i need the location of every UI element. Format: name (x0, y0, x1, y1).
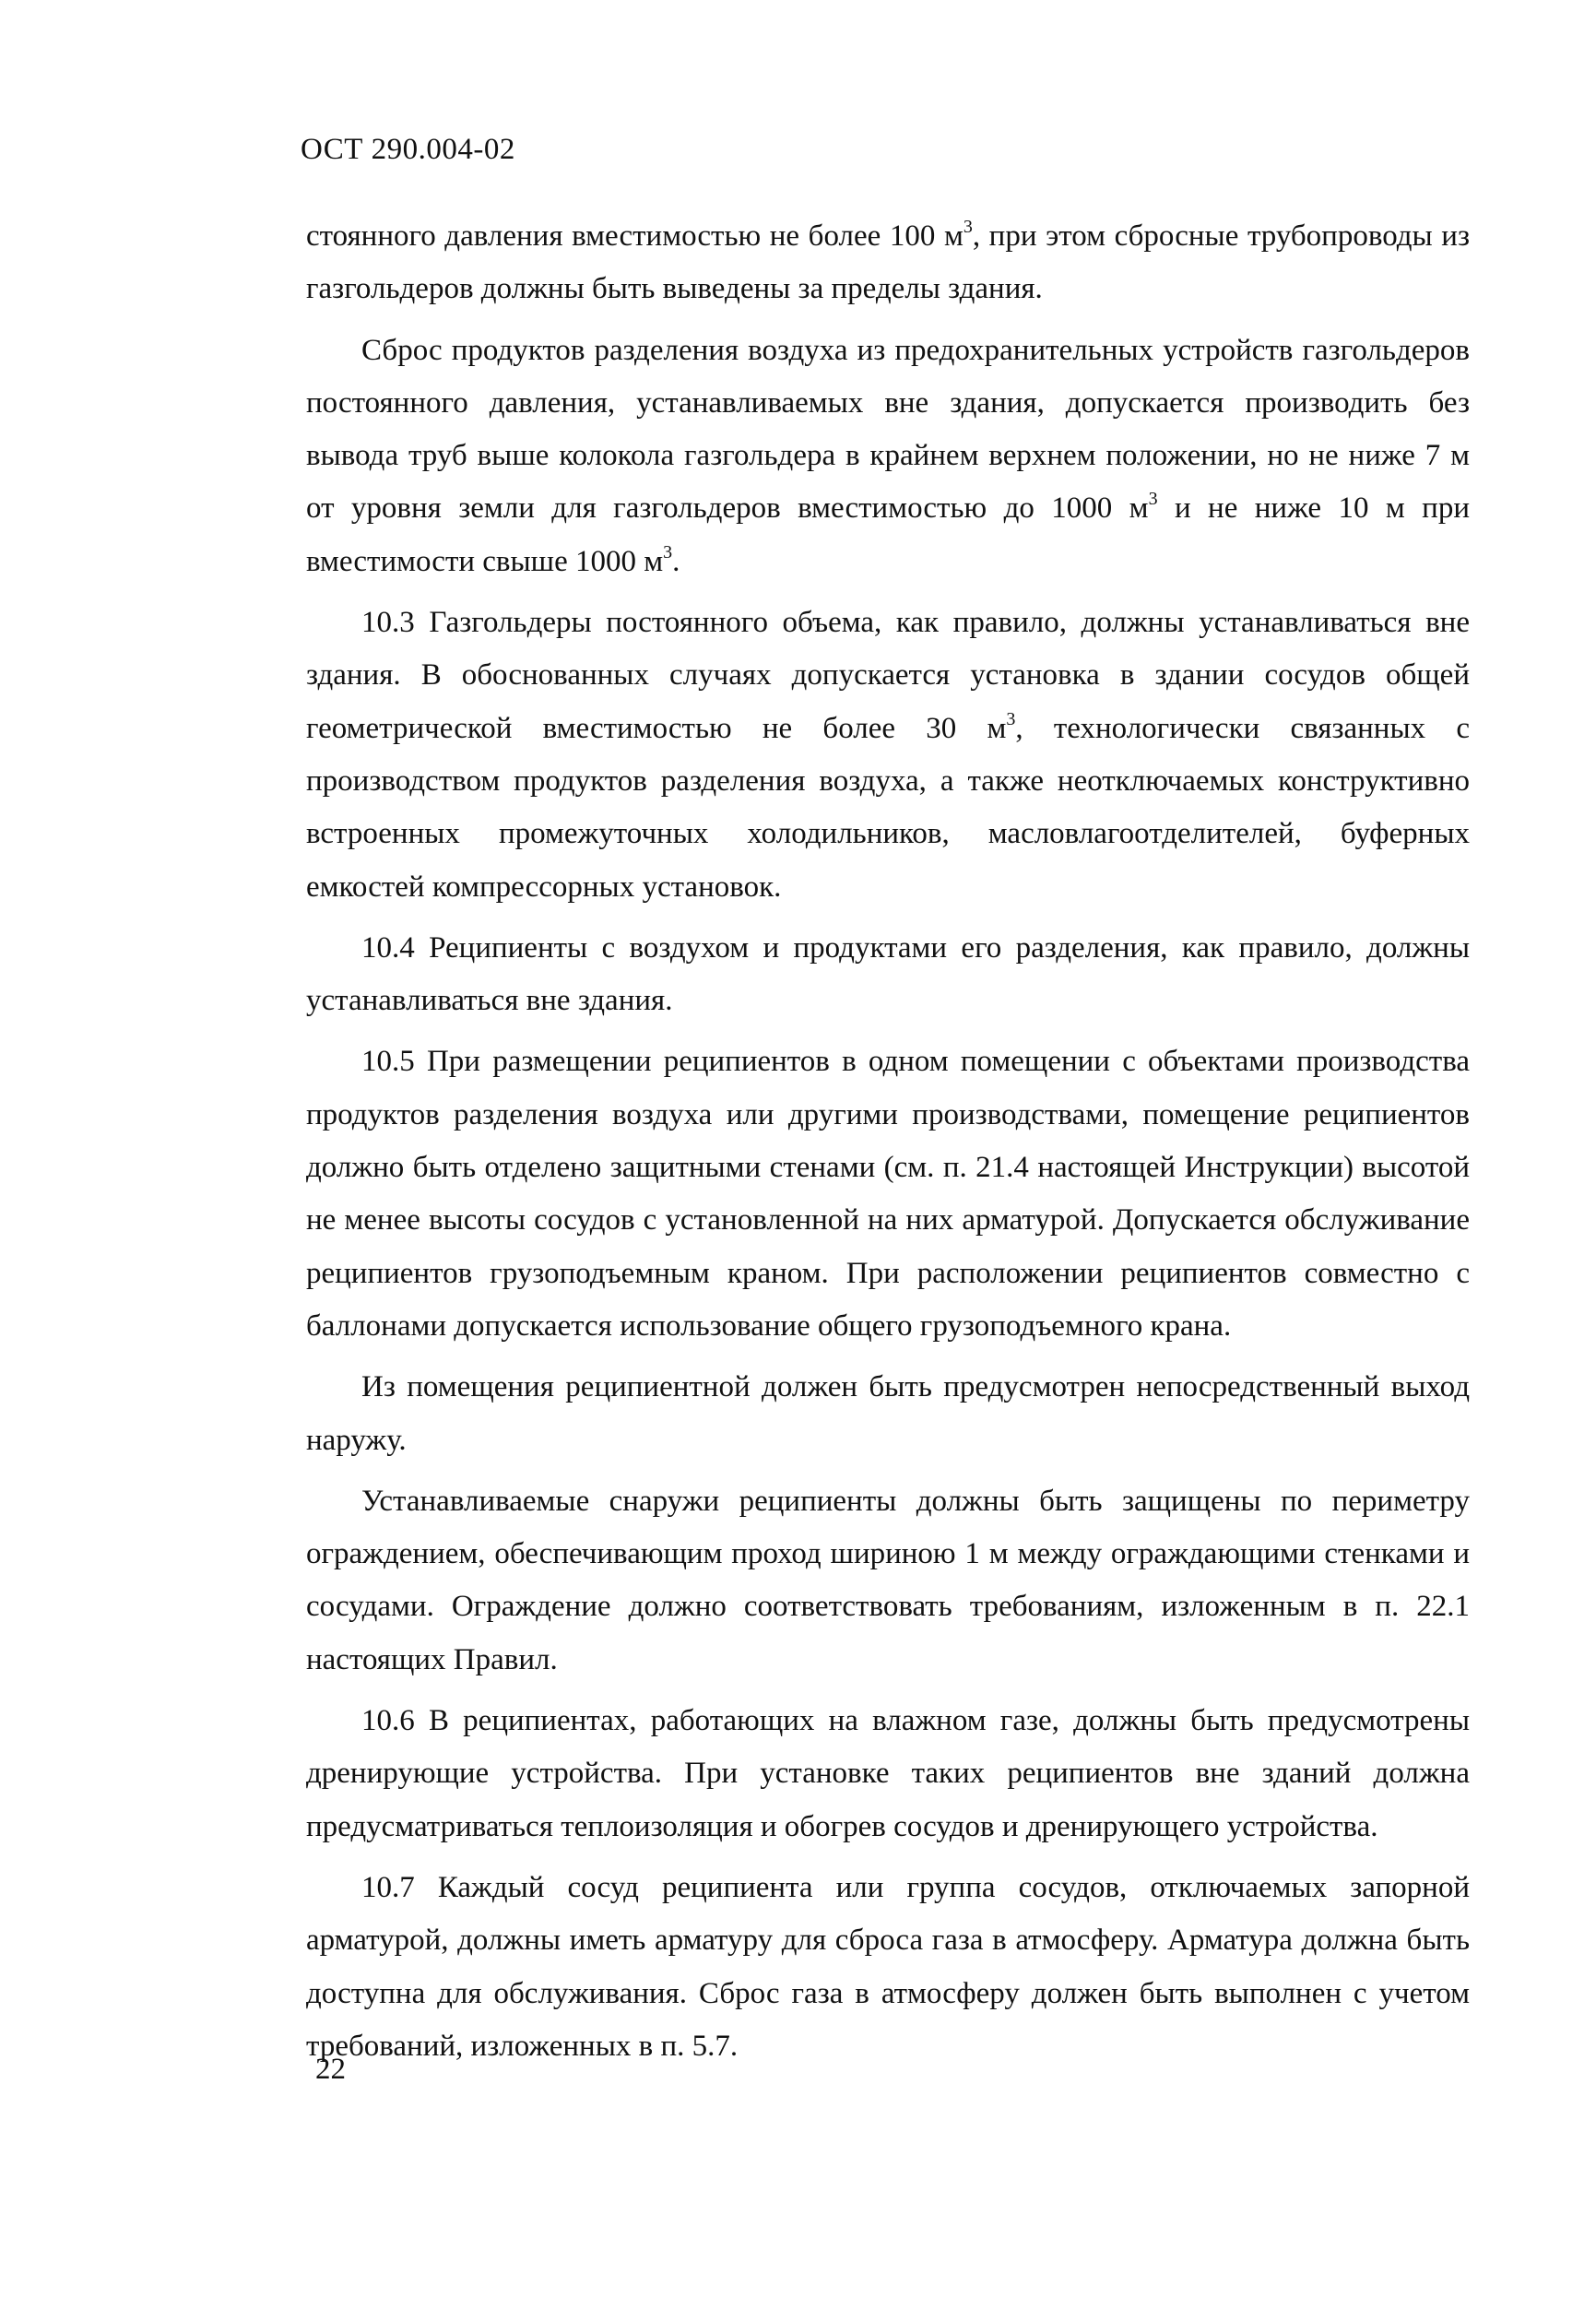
page-number: 22 (315, 2053, 346, 2086)
paragraph-10-6 (306, 1695, 1470, 1853)
document-code-header: ОСТ 290.004-02 (301, 133, 515, 166)
paragraph-exit (306, 1361, 1470, 1467)
superscript-cubic: 3 (963, 217, 973, 237)
paragraph-air-release (306, 325, 1470, 588)
paragraph-text: 10.5 При размещении реципиентов в одном помещении с объектами производства продуктов разделения воздуха или другими производствами, помещение реципиентов должно быть отделено защитными стенами (см. п. 21.4 настоящей Инструкции) высотой не менее высоты сосудов с установленной на них арматурой. Допускается обслуживание реципиентов грузоподъемным краном. При расположении реципиентов совместно с баллонами допускается использование общего грузоподъемного крана. (306, 1045, 1470, 1343)
paragraph-text: . (672, 544, 680, 578)
paragraph-text: 10.7 Каждый сосуд реципиента или группа сосудов, отключаемых запорной арматурой, должны иметь арматуру для сброса газа в атмосферу. Арматура должна быть доступна для обслуживания. Сброс газа в атмосферу должен быть выполнен с учетом требований, изложенных в п. 5.7. (306, 1870, 1470, 2063)
paragraph-text: Из помещения реципиентной должен быть предусмотрен непосредственный выход наружу. (306, 1370, 1470, 1457)
paragraph-text: , технологически связанных с производством продуктов разделения воздуха, а также неотключаемых конструктивно встроенных промежуточных холодильников, масловлагоотделителей, буферных емкостей компрессорных установок. (306, 711, 1470, 904)
paragraph-text: 10.6 В реципиентах, работающих на влажном газе, должны быть предусмотрены дренирующие устройства. При установке таких реципиентов вне зданий должна предусматриваться теплоизоляция и обогрев сосудов и дренирующего устройства. (306, 1704, 1470, 1843)
paragraph-10-5 (306, 1036, 1470, 1353)
superscript-cubic: 3 (663, 541, 673, 562)
paragraph-text: стоянного давления вместимостью не более 100 м (306, 219, 964, 253)
paragraph-text: Сброс продуктов разделения воздуха из предохранительных устройств газгольдеров постоянного давления, устанавливаемых вне здания, допускается производить без вывода труб выше колокола газгольдера в крайнем верхнем положении, но не ниже 7 м от уровня земли для газгольдеров вместимостью до 1000 м (306, 333, 1470, 526)
paragraph-text: 10.4 Реципиенты с воздухом и продуктами его разделения, как правило, должны устанавливаться вне здания. (306, 930, 1470, 1018)
paragraph-10-3 (306, 597, 1470, 914)
superscript-cubic: 3 (1006, 708, 1016, 729)
paragraph-text: Устанавливаемые снаружи реципиенты должны быть защищены по периметру ограждением, обеспечивающим проход шириною 1 м между ограждающими стенками и сосудами. Ограждение должно соответствовать требованиям, изложенным в п. 22.1 настоящих Правил. (306, 1484, 1470, 1676)
paragraph-10-4 (306, 922, 1470, 1028)
paragraph-text: и не ниже 10 м при вместимости свыше 1000 м (306, 491, 1470, 578)
paragraph-continuation (306, 210, 1470, 316)
document-body (306, 210, 1470, 2081)
paragraph-text: , при этом сбросные трубопроводы из газгольдеров должны быть выведены за пределы здания. (306, 219, 1470, 306)
paragraph-text: 10.3 Газгольдеры постоянного объема, как правило, должны устанавливаться вне здания. В обоснованных случаях допускается установка в здании сосудов общей геометрической вместимостью не более 30 м (306, 606, 1470, 745)
superscript-cubic: 3 (1148, 489, 1158, 510)
paragraph-fencing (306, 1475, 1470, 1687)
paragraph-10-7 (306, 1862, 1470, 2073)
